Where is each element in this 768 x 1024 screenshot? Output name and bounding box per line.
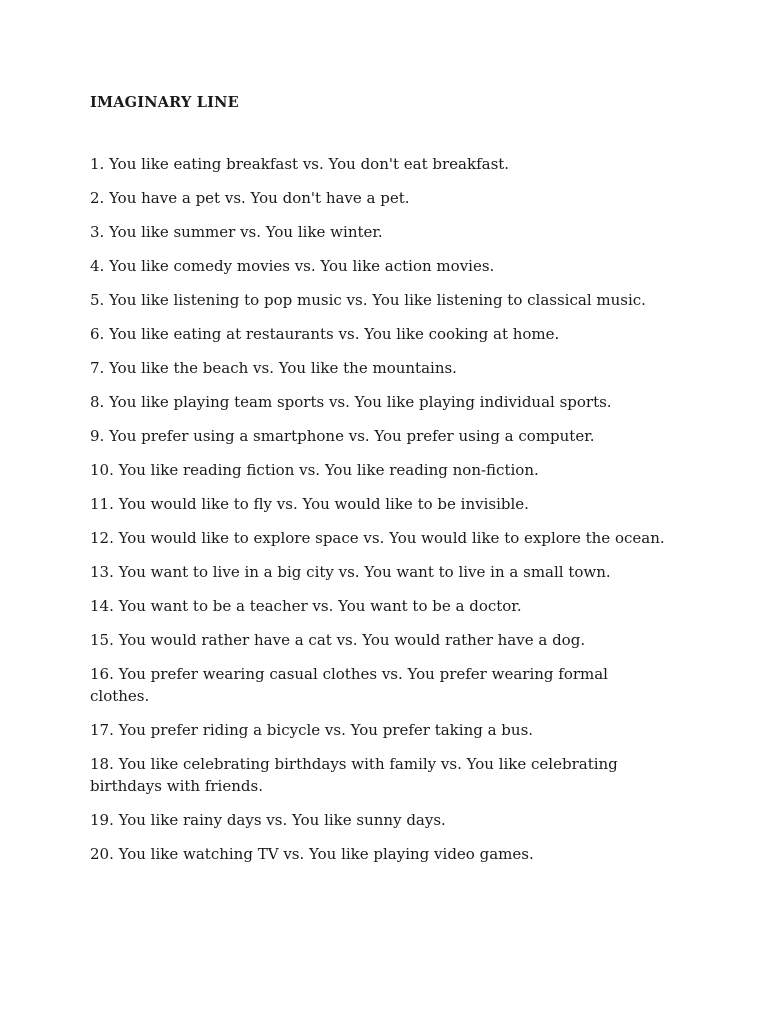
statement-item-8: 8. You like playing team sports vs. You like playing individual sports.: [90, 393, 612, 411]
statement-item-2: 2. You have a pet vs. You don't have a pet.: [90, 189, 410, 207]
statement-item-18: 18. You like celebrating birthdays with family vs. You like celebrating birthdays with friends.: [90, 755, 618, 795]
statement-item-3: 3. You like summer vs. You like winter.: [90, 223, 383, 241]
statement-item-15: 15. You would rather have a cat vs. You would rather have a dog.: [90, 631, 586, 649]
document-title: IMAGINARY LINE: [90, 94, 239, 111]
statement-item-5: 5. You like listening to pop music vs. You like listening to classical music.: [90, 291, 646, 309]
statement-item-20: 20. You like watching TV vs. You like playing video games.: [90, 845, 534, 863]
statement-item-13: 13. You want to live in a big city vs. You want to live in a small town.: [90, 563, 611, 581]
document-page: [90, 94, 670, 877]
statement-item-16: 16. You prefer wearing casual clothes vs. You prefer wearing formal clothes.: [90, 665, 608, 705]
statement-item-17: 17. You prefer riding a bicycle vs. You prefer taking a bus.: [90, 721, 534, 739]
statement-item-19: 19. You like rainy days vs. You like sunny days.: [90, 811, 446, 829]
statement-item-1: 1. You like eating breakfast vs. You don't eat breakfast.: [90, 155, 510, 173]
statement-item-6: 6. You like eating at restaurants vs. You like cooking at home.: [90, 325, 560, 343]
statement-list: [90, 153, 670, 865]
statement-item-14: 14. You want to be a teacher vs. You want to be a doctor.: [90, 597, 522, 615]
statement-item-11: 11. You would like to fly vs. You would like to be invisible.: [90, 495, 529, 513]
statement-item-10: 10. You like reading fiction vs. You like reading non-fiction.: [90, 461, 539, 479]
statement-item-9: 9. You prefer using a smartphone vs. You prefer using a computer.: [90, 427, 595, 445]
statement-item-12: 12. You would like to explore space vs. You would like to explore the ocean.: [90, 529, 665, 547]
statement-item-4: 4. You like comedy movies vs. You like action movies.: [90, 257, 495, 275]
statement-item-7: 7. You like the beach vs. You like the mountains.: [90, 359, 457, 377]
